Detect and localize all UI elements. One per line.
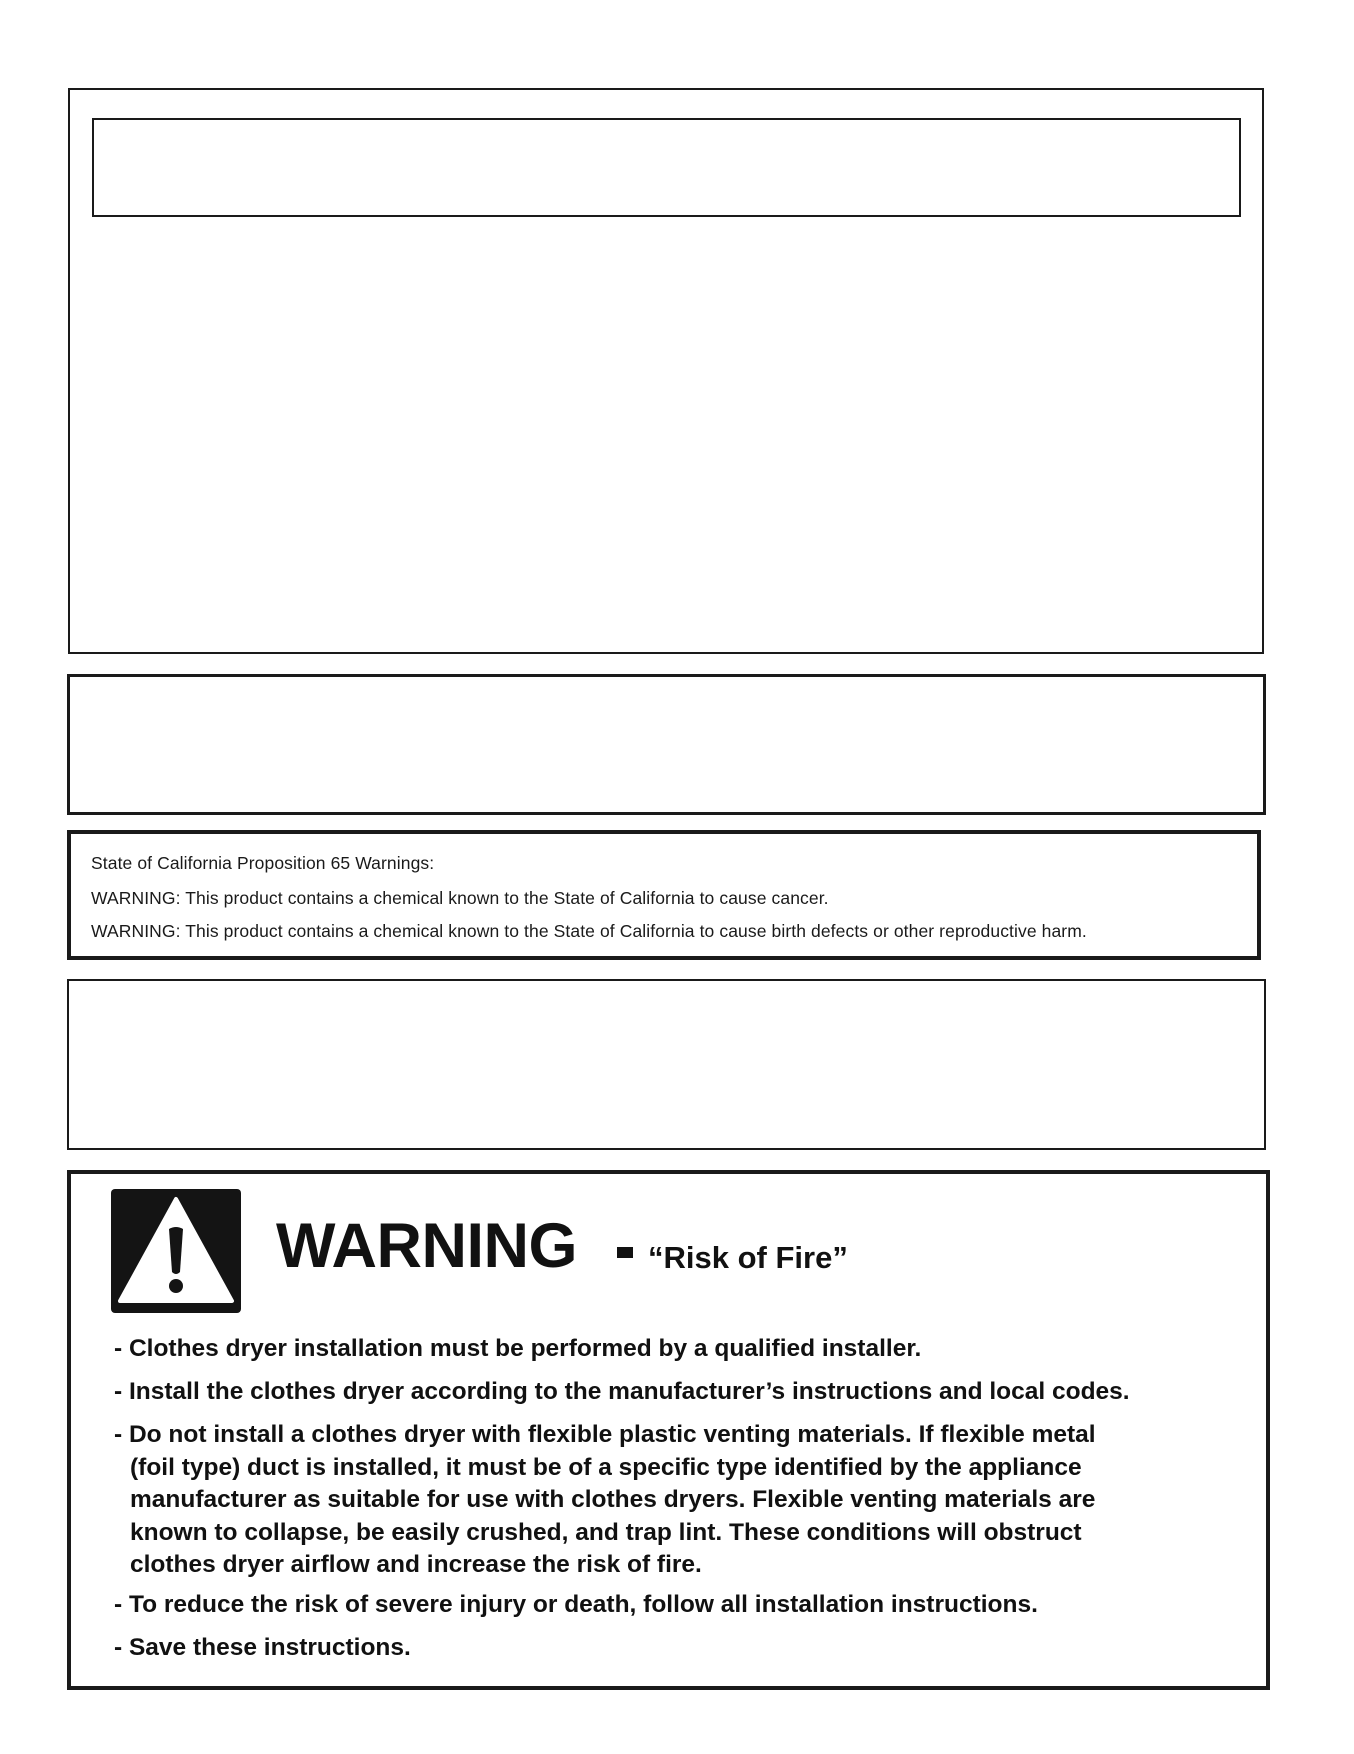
- blank-notice-box-medium: [67, 674, 1266, 815]
- prop65-reproductive-warning: WARNING: This product contains a chemical known to the State of California to cause birth defects or other reproductive harm.: [91, 921, 1087, 941]
- warning-heading-dash: [617, 1247, 633, 1258]
- warning-bullet-line: (foil type) duct is installed, it must be of a specific type identified by the appliance: [130, 1453, 1082, 1481]
- warning-bullet: [114, 1333, 1244, 1366]
- warning-bullet-line: - Save these instructions.: [114, 1634, 411, 1661]
- prop65-cancer-warning: WARNING: This product contains a chemical known to the State of California to cause cancer.: [91, 888, 829, 908]
- warning-triangle-icon: [111, 1189, 241, 1313]
- warning-bullet-line: - To reduce the risk of severe injury or death, follow all installation instructions.: [114, 1591, 1038, 1618]
- warning-bullet-line: known to collapse, be easily crushed, and trap lint. These conditions will obstruct: [130, 1518, 1082, 1546]
- prop65-warning-box: [67, 830, 1261, 960]
- warning-bullet-line: - Do not install a clothes dryer with flexible plastic venting materials. If flexible metal: [114, 1421, 1096, 1448]
- prop65-title: State of California Proposition 65 Warnings:: [91, 853, 435, 873]
- warning-bullet: [114, 1632, 1244, 1665]
- warning-bullet: [114, 1589, 1244, 1622]
- warning-bullet-line: clothes dryer airflow and increase the risk of fire.: [130, 1551, 702, 1578]
- warning-bullet-line: - Clothes dryer installation must be performed by a qualified installer.: [114, 1335, 922, 1362]
- warning-bullet: [114, 1376, 1244, 1409]
- warning-bullet-line: - Install the clothes dryer according to the manufacturer’s instructions and local codes.: [114, 1378, 1130, 1405]
- blank-notice-box-lower: [67, 979, 1266, 1150]
- warning-bullet-line: manufacturer as suitable for use with clothes dryers. Flexible venting materials are: [130, 1486, 1096, 1513]
- blank-notice-header-box: [92, 118, 1241, 217]
- warning-subheading: “Risk of Fire”: [648, 1240, 848, 1275]
- warning-heading: WARNING: [276, 1211, 577, 1281]
- warning-bullet: [114, 1419, 1244, 1582]
